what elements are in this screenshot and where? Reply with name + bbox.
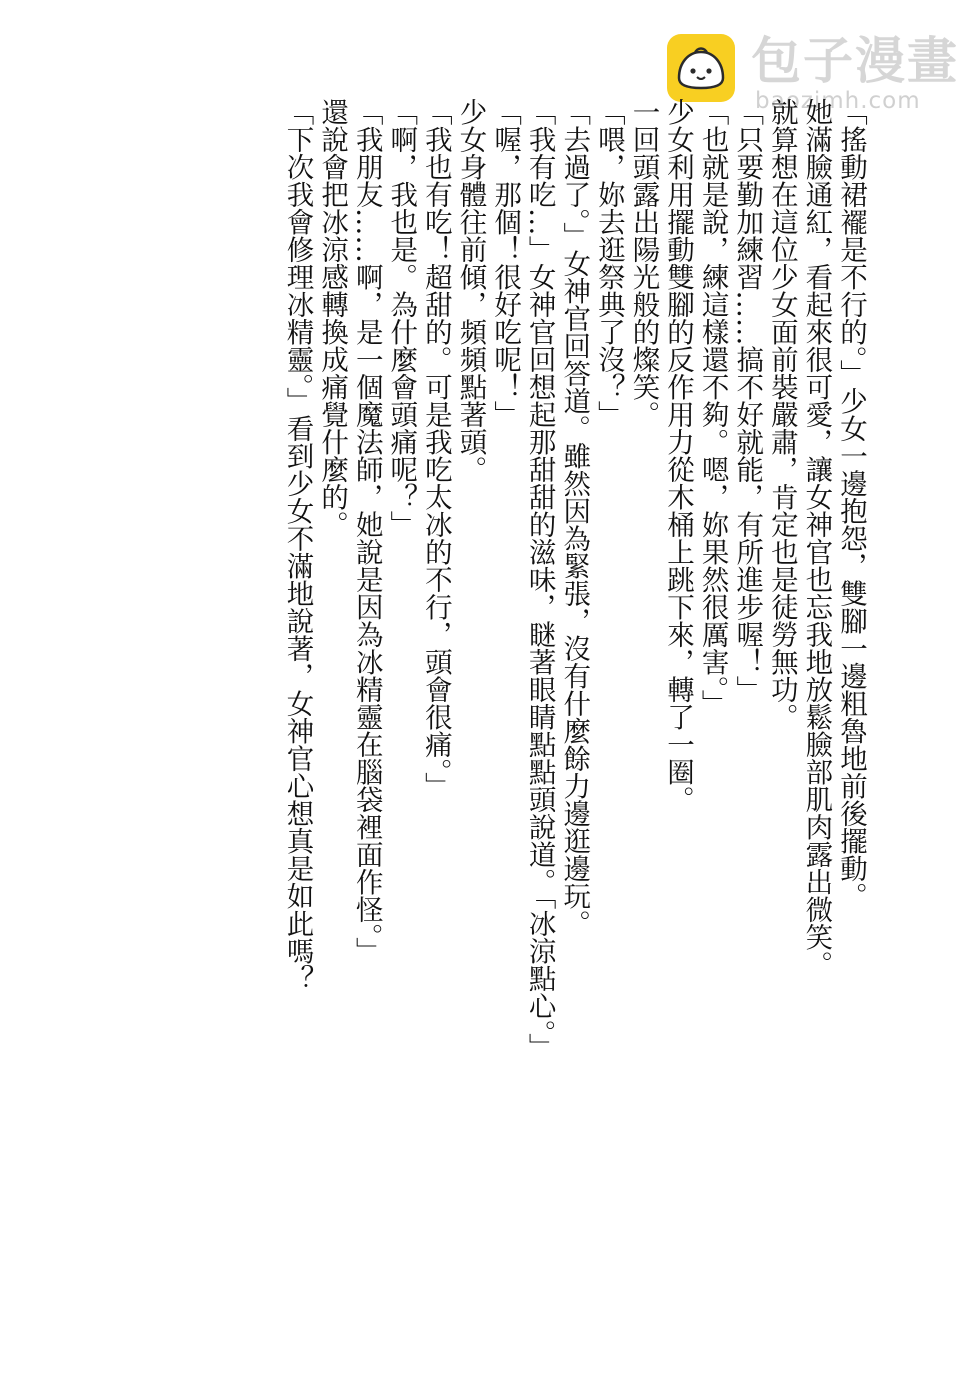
paragraph: 「我朋友……啊，是一個魔法師，她說是因為冰精靈在腦袋裡面作怪。」 bbox=[350, 98, 383, 965]
paragraph: 「去過了。」女神官回答道。雖然因為緊張，沒有什麼餘力邊逛邊玩。 bbox=[558, 98, 591, 937]
paragraph: 「我有吃…」女神官回想起那甜甜的滋味，瞇著眼睛點點頭說道。「冰涼點心。」 bbox=[523, 98, 556, 1061]
paragraph: 「啊，我也是。為什麼會頭痛呢？」 bbox=[385, 98, 418, 538]
paragraph: 一回頭露出陽光般的燦笑。 bbox=[627, 98, 660, 428]
paragraph: 「只要勤加練習……搞不好就能，有所進步喔！」 bbox=[731, 98, 764, 703]
paragraph: 少女身體往前傾，頻頻點著頭。 bbox=[454, 98, 487, 483]
paragraph: 「搖動裙襬是不行的。」少女一邊抱怨，雙腳一邊粗魯地前後擺動。 bbox=[835, 98, 867, 910]
paragraph: 「也就是說，練這樣還不夠。嗯，妳果然很厲害。」 bbox=[696, 98, 729, 717]
paragraph: 「下次我會修理冰精靈。」看到少女不滿地說著，女神官心想真是如此嗎？ bbox=[281, 98, 314, 992]
paragraph: 還說會把冰涼感轉換成痛覺什麼的。 bbox=[316, 98, 349, 538]
paragraph: 「我也有吃！超甜的。可是我吃太冰的不行，頭會很痛。」 bbox=[419, 98, 452, 800]
paragraph: 「喂，妳去逛祭典了沒？」 bbox=[592, 98, 625, 428]
paragraph: 「喔，那個！很好吃呢！」 bbox=[489, 98, 522, 428]
baozi-bun-icon bbox=[665, 32, 737, 104]
vertical-text-body bbox=[280, 98, 868, 1098]
paragraph: 她滿臉通紅，看起來很可愛，讓女神官也忘我地放鬆臉部肌肉露出微笑。 bbox=[800, 98, 833, 978]
watermark-brand: 包子漫畫 bbox=[751, 32, 959, 90]
watermark-url: baozimh.com bbox=[755, 88, 921, 114]
paragraph: 少女利用擺動雙腳的反作用力從木桶上跳下來，轉了一圈。 bbox=[662, 98, 695, 813]
paragraph: 就算想在這位少女面前裝嚴肅，肯定也是徒勞無功。 bbox=[765, 98, 798, 731]
